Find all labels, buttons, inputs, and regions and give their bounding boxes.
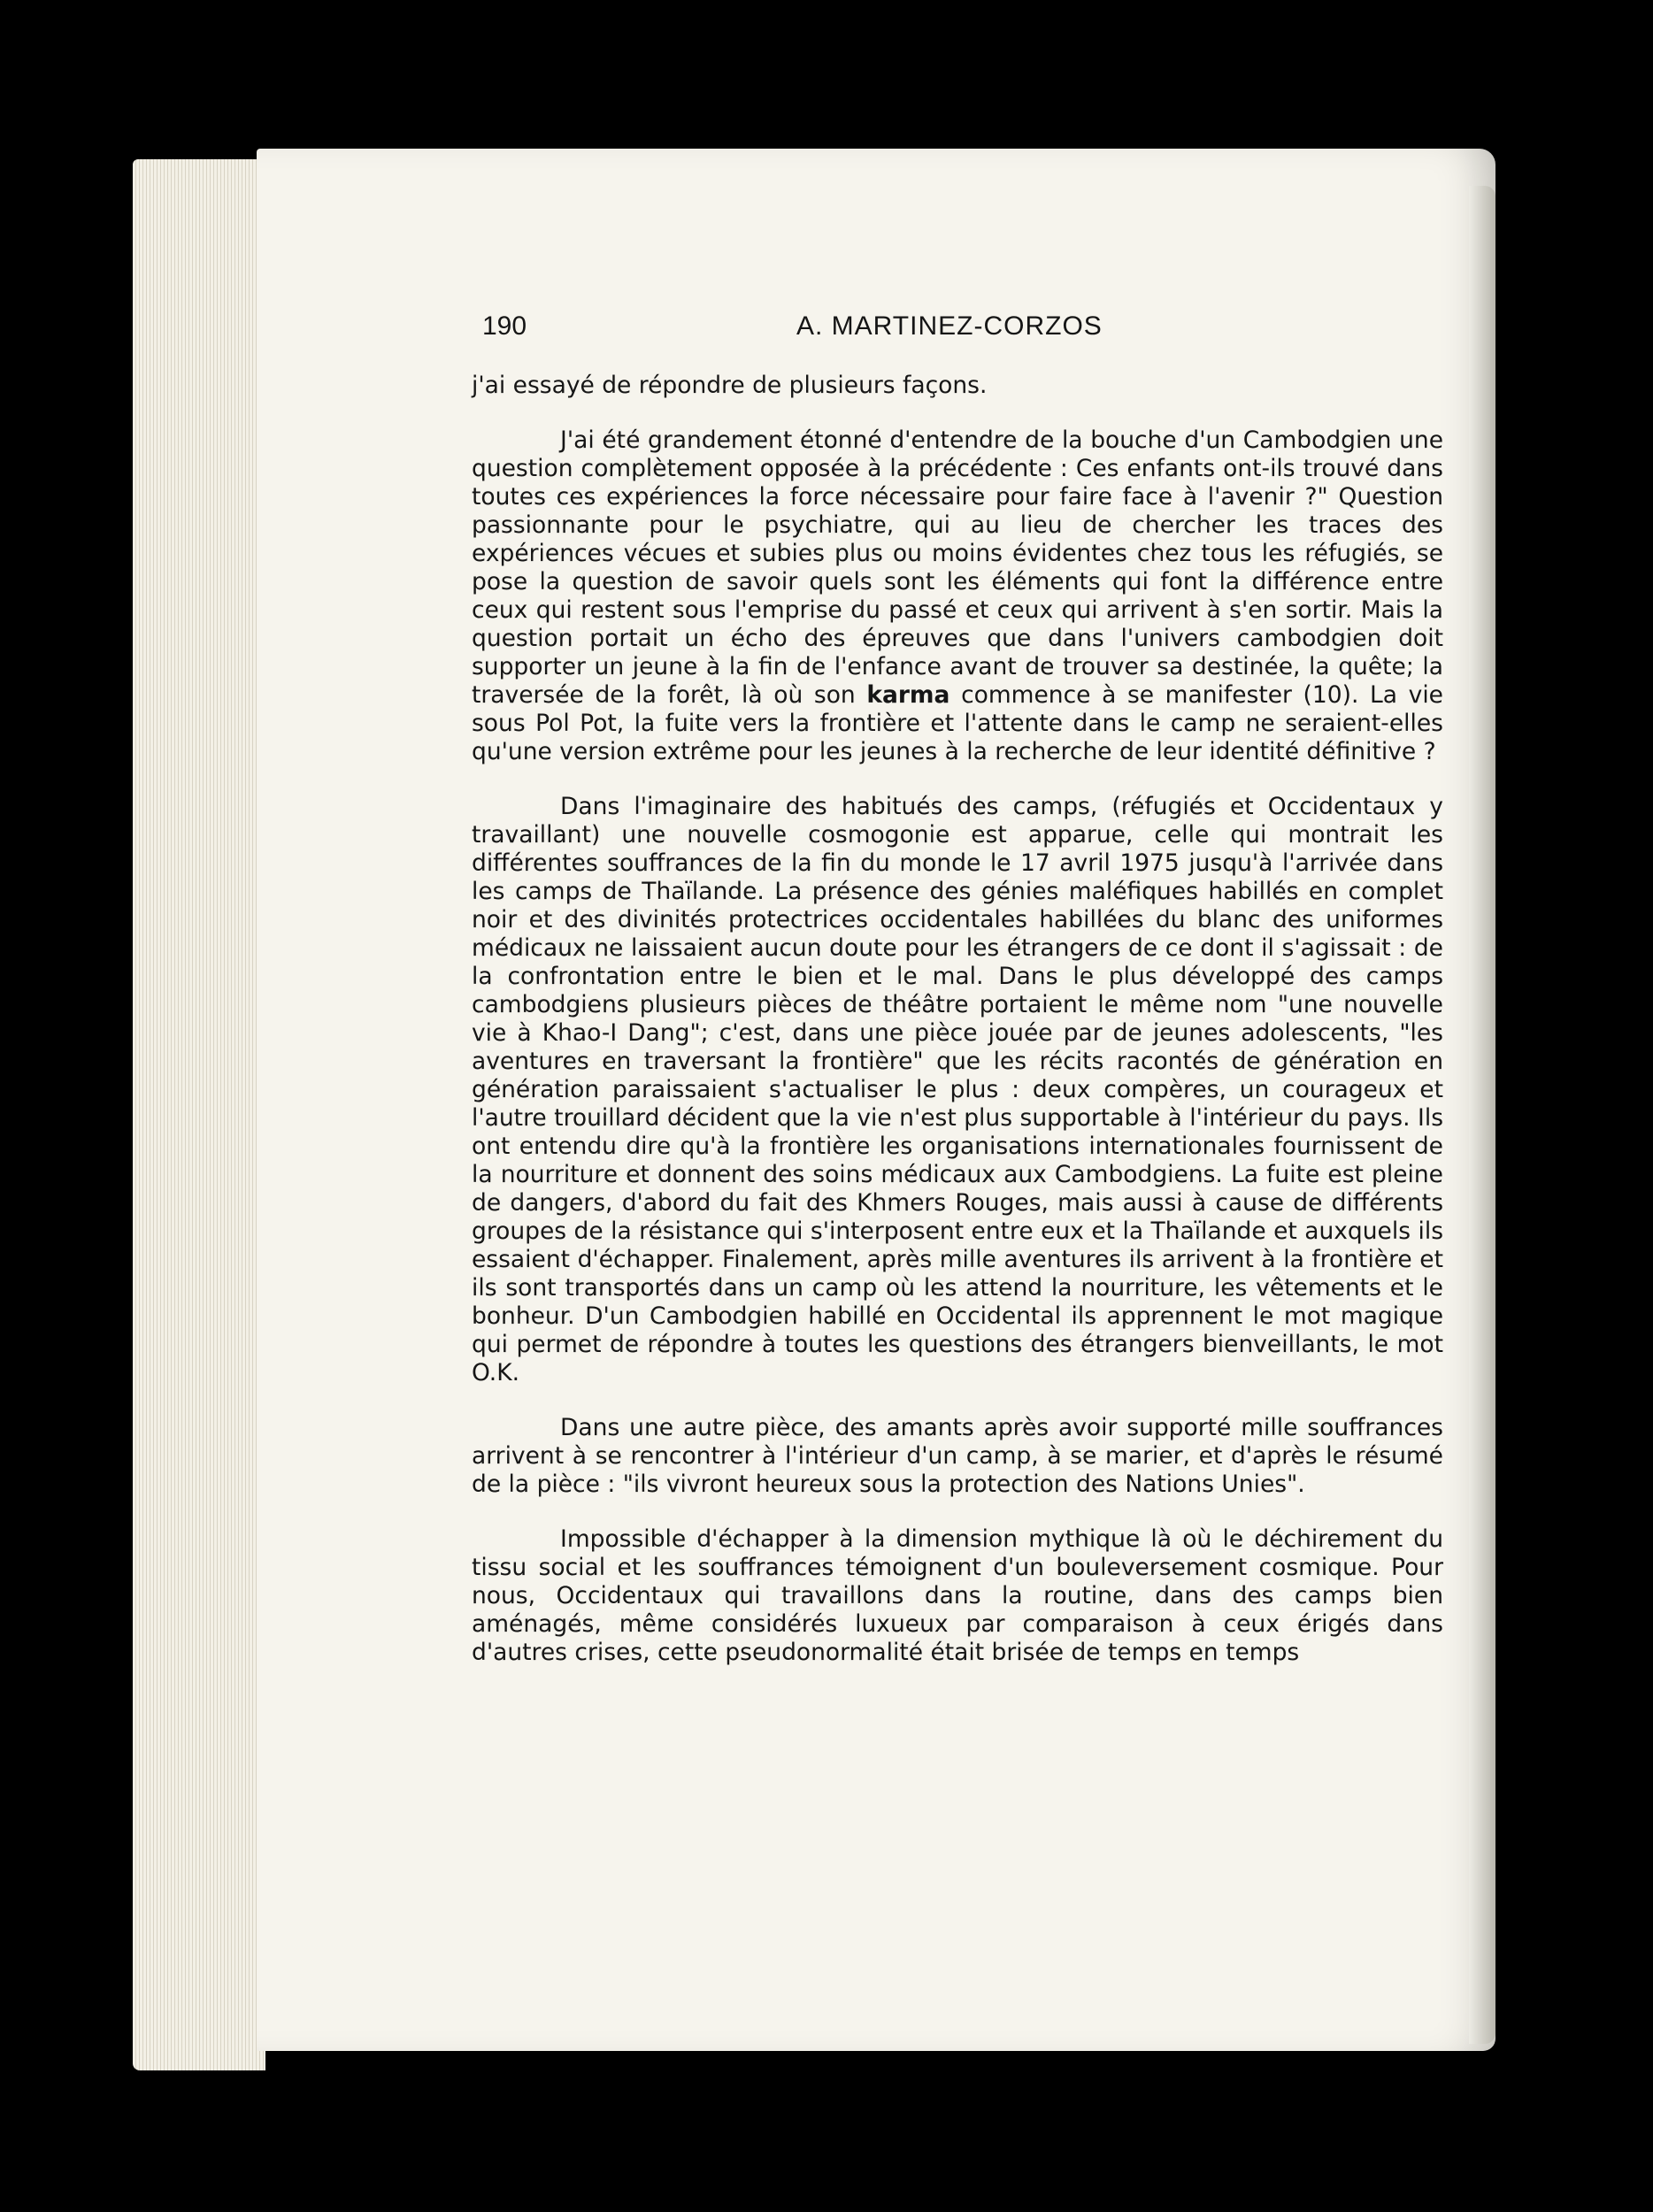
paragraph-continuation: j'ai essayé de répondre de plusieurs façons. xyxy=(472,372,988,399)
book-page-edges xyxy=(133,159,265,2070)
page-header xyxy=(482,311,1447,350)
paragraph-lovers: Dans une autre pièce, des amants après avoir supporté mille souffrances arrivent à se rencontrer à l'intérieur d'un camp, à se marier, et d'après le résumé de la pièce : "ils vivront heureux sous la protection des Nations Unies". xyxy=(472,1414,1443,1498)
karma-term: karma xyxy=(866,681,950,709)
page-number: 190 xyxy=(482,311,527,341)
paragraph-karma-before: J'ai été grandement étonné d'entendre de la bouche d'un Cambodgien une question complètement opposée à la précédente : Ces enfants ont-ils trouvé dans toutes ces expériences la force nécessaire pour faire face à l'avenir ?" Question passionnante pour le psychiatre, qui au lieu de chercher les traces des expériences vécues et subies plus ou moins évidentes chez tous les réfugiés, se pose la question de savoir quels sont les éléments qui font la différence entre ceux qui restent sous l'emprise du passé et ceux qui arrivent à s'en sortir. Mais la question portait un écho des épreuves que dans l'univers cambodgien doit supporter un jeune à la fin de l'enfance avant de trouver sa destinée, la quête; la traversée de la forêt, là où son xyxy=(472,426,1443,709)
paragraph-karma-after: commence à se manifester (10). La vie sous Pol Pot, la fuite vers la frontière et l'attente dans le camp ne seraient-elles qu'une version extrême pour les jeunes à la recherche de leur identité définitive ? xyxy=(472,681,1443,765)
paragraph-mythic: Impossible d'échapper à la dimension mythique là où le déchirement du tissu social et les souffrances témoignent d'un bouleversement cosmique. Pour nous, Occidentaux qui travaillons dans la routine, dans des camps bien aménagés, même considérés luxueux par comparaison à ceux érigés dans d'autres crises, cette pseudonormalité était brisée de temps en temps xyxy=(472,1525,1443,1666)
page-curl-edge xyxy=(1469,186,1495,2044)
paragraph-cosmogony: Dans l'imaginaire des habitués des camps, (réfugiés et Occidentaux y travaillant) une nouvelle cosmogonie est apparue, celle qui montrait les différentes souffrances de la fin du monde le 17 avril 1975 jusqu'à l'arrivée dans les camps de Thaïlande. La présence des génies maléfiques habillés en complet noir et des divinités protectrices occidentales habillées du blanc des uniformes médicaux ne laissaient aucun doute pour les étrangers de ce dont il s'agissait : de la confrontation entre le bien et le mal. Dans le plus développé des camps cambodgiens plusieurs pièces de théâtre portaient le même nom "une nouvelle vie à Khao-I Dang"; c'est, dans une pièce jouée par de jeunes adolescents, "les aventures en traversant la frontière" que les récits racontés de génération en génération paraissaient s'actualiser le plus : deux compères, un courageux et l'autre trouillard décident que la vie n'est plus supportable à l'intérieur du pays. Ils ont entendu dire qu'à la frontière les organisations internationales fournissent de la nourriture et donnent des soins médicaux aux Cambodgiens. La fuite est pleine de dangers, d'abord du fait des Khmers Rouges, mais aussi à cause de différents groupes de la résistance qui s'interposent entre eux et la Thaïlande et auxquels ils essaient d'échapper. Finalement, après mille aventures ils arrivent à la frontière et ils sont transportés dans un camp où les attend la nourriture, les vêtements et le bonheur. D'un Cambodgien habillé en Occidental ils apprennent le mot magique qui permet de répondre à toutes les questions des étrangers bienveillants, le mot O.K. xyxy=(472,793,1443,1386)
body-text xyxy=(472,372,1443,1694)
paragraph-karma xyxy=(472,426,1443,766)
running-title: A. MARTINEZ-CORZOS xyxy=(796,311,1103,341)
